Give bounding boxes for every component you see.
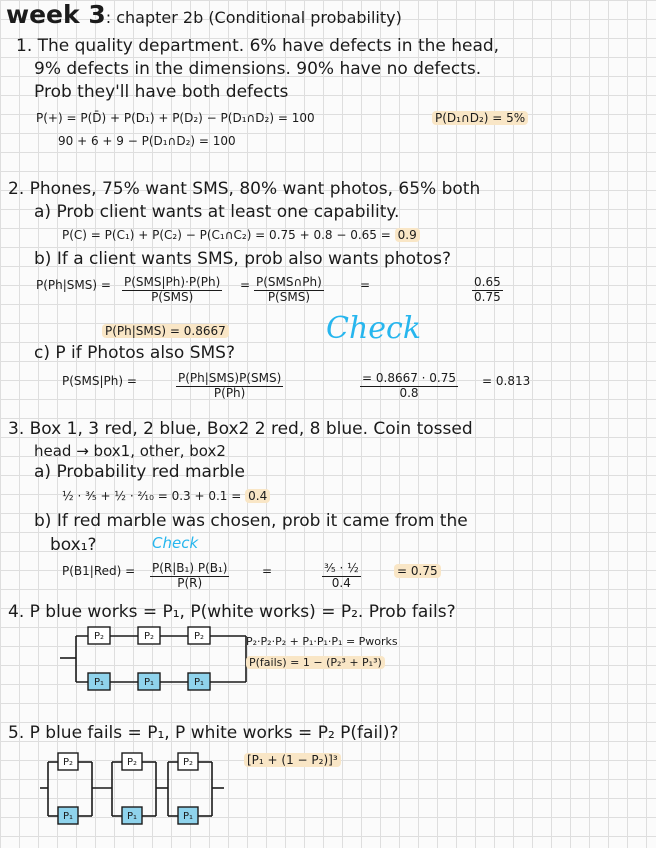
p5-line-1: 5. P blue fails = P₁, P white works = P₂ P(fail)? [8,723,399,743]
p2-b-fraction-3: $\frac{0.65}{0.75}$ [474,275,501,304]
p3-b-fraction-1: $\frac{\text{P(R|B₁) P(B₁)}}{P(R)}$ [152,561,228,590]
p4-blue-label: P₁ [93,677,105,688]
p3-line-2: head → box1, other, box2 [34,442,226,460]
p3-b-fraction-2: ³⁄₅ · ½ 0.4 [324,561,359,590]
p2-part-c: c) P if Photos also SMS? [34,343,235,363]
page-header [6,1,402,29]
p2-b-answer: P(Ph|SMS) = 0.8667 [102,325,229,338]
p2-part-b: b) If a client wants SMS, prob also wants photos? [34,249,451,269]
p4-white-label: P₂ [143,631,155,642]
p5-circuit-diagram [40,746,240,832]
p2-a-answer: 0.9 [395,228,420,242]
p2-b-fraction-2: P(SMS∩Ph) P(SMS) [256,275,322,304]
p4-fails-equation: P(fails) = 1 − (P₂³ + P₁³) [246,657,385,669]
p3-a-equation: ½ · ³⁄₅ + ½ · ²⁄₁₀ = 0.3 + 0.1 = 0.4 [62,490,270,503]
p1-line-2: 9% defects in the dimensions. 90% have no defects. [34,59,482,79]
p5-white-label: P₂ [182,757,194,768]
p3-part-a: a) Probability red marble [34,462,245,482]
p2-b-equals-2: = [360,278,371,292]
p4-white-label: P₂ [93,631,105,642]
p4-blue-label: P₁ [193,677,205,688]
p4-line-1: 4. P blue works = P₁, P(white works) = P₂. Prob fails? [8,602,456,622]
check-annotation-2: Check [152,534,199,552]
p1-equation-2: 90 + 6 + 9 − P(D₁∩D₂) = 100 [58,134,236,148]
p3-b-lhs: P(B1|Red) = [62,564,136,578]
p5-blue-label: P₁ [126,811,138,822]
p4-circuit-diagram [56,622,276,694]
p5-blue-label: P₁ [182,811,194,822]
p3-b-equals: = [262,564,273,578]
p3-part-b: b) If red marble was chosen, prob it came from the [34,511,468,531]
page-title: week 3 [6,0,106,29]
p2-a-equation: P(C) = P(C₁) + P(C₂) − P(C₁∩C₂) = 0.75 + 0.8 − 0.65 = 0.9 [62,229,420,242]
p2-c-fraction-2: $\frac{= 0.8667 \cdot 0.75}{0.8}$ [362,371,457,400]
p4-blue-label: P₁ [143,677,155,688]
p3-a-answer: 0.4 [245,489,270,503]
p5-equation: [P₁ + (1 − P₂)]³ [244,754,341,767]
p1-line-3: Prob they'll have both defects [34,82,289,102]
p3-line-1: 3. Box 1, 3 red, 2 blue, Box2 2 red, 8 blue. Coin tossed [8,419,473,439]
p2-line-1: 2. Phones, 75% want SMS, 80% want photos, 65% both [8,179,481,199]
p2-c-answer: = 0.813 [482,374,531,388]
p4-white-label: P₂ [193,631,205,642]
p1-line-1: 1. The quality department. 6% have defects in the head, [16,36,500,56]
p2-c-fraction-1: P(Ph|SMS)P(SMS) P(Ph) [178,371,282,400]
p3-part-b-cont: box₁? [50,535,97,555]
p1-answer: P(D₁∩D₂) = 5% [432,112,528,125]
p5-blue-label: P₁ [62,811,74,822]
p1-equation: P(+) = P(D̄) + P(D₁) + P(D₂) − P(D₁∩D₂) = 100 [36,111,315,125]
p2-b-fraction-1: P(SMS|Ph)·P(Ph) P(SMS) [124,275,221,304]
check-annotation-1: Check [326,311,422,346]
page-subtitle: : chapter 2b (Conditional probability) [105,8,402,27]
p2-c-lhs: P(SMS|Ph) = [62,374,137,388]
p5-white-label: P₂ [62,757,74,768]
p5-white-label: P₂ [126,757,138,768]
p2-b-equals: = [240,278,251,292]
p2-part-a: a) Prob client wants at least one capability. [34,202,400,222]
p2-b-lhs: P(Ph|SMS) = [36,278,111,292]
p4-works-equation: P₂·P₂·P₂ + P₁·P₁·P₁ = Pworks [246,635,398,648]
p3-b-answer: = 0.75 [394,565,441,578]
